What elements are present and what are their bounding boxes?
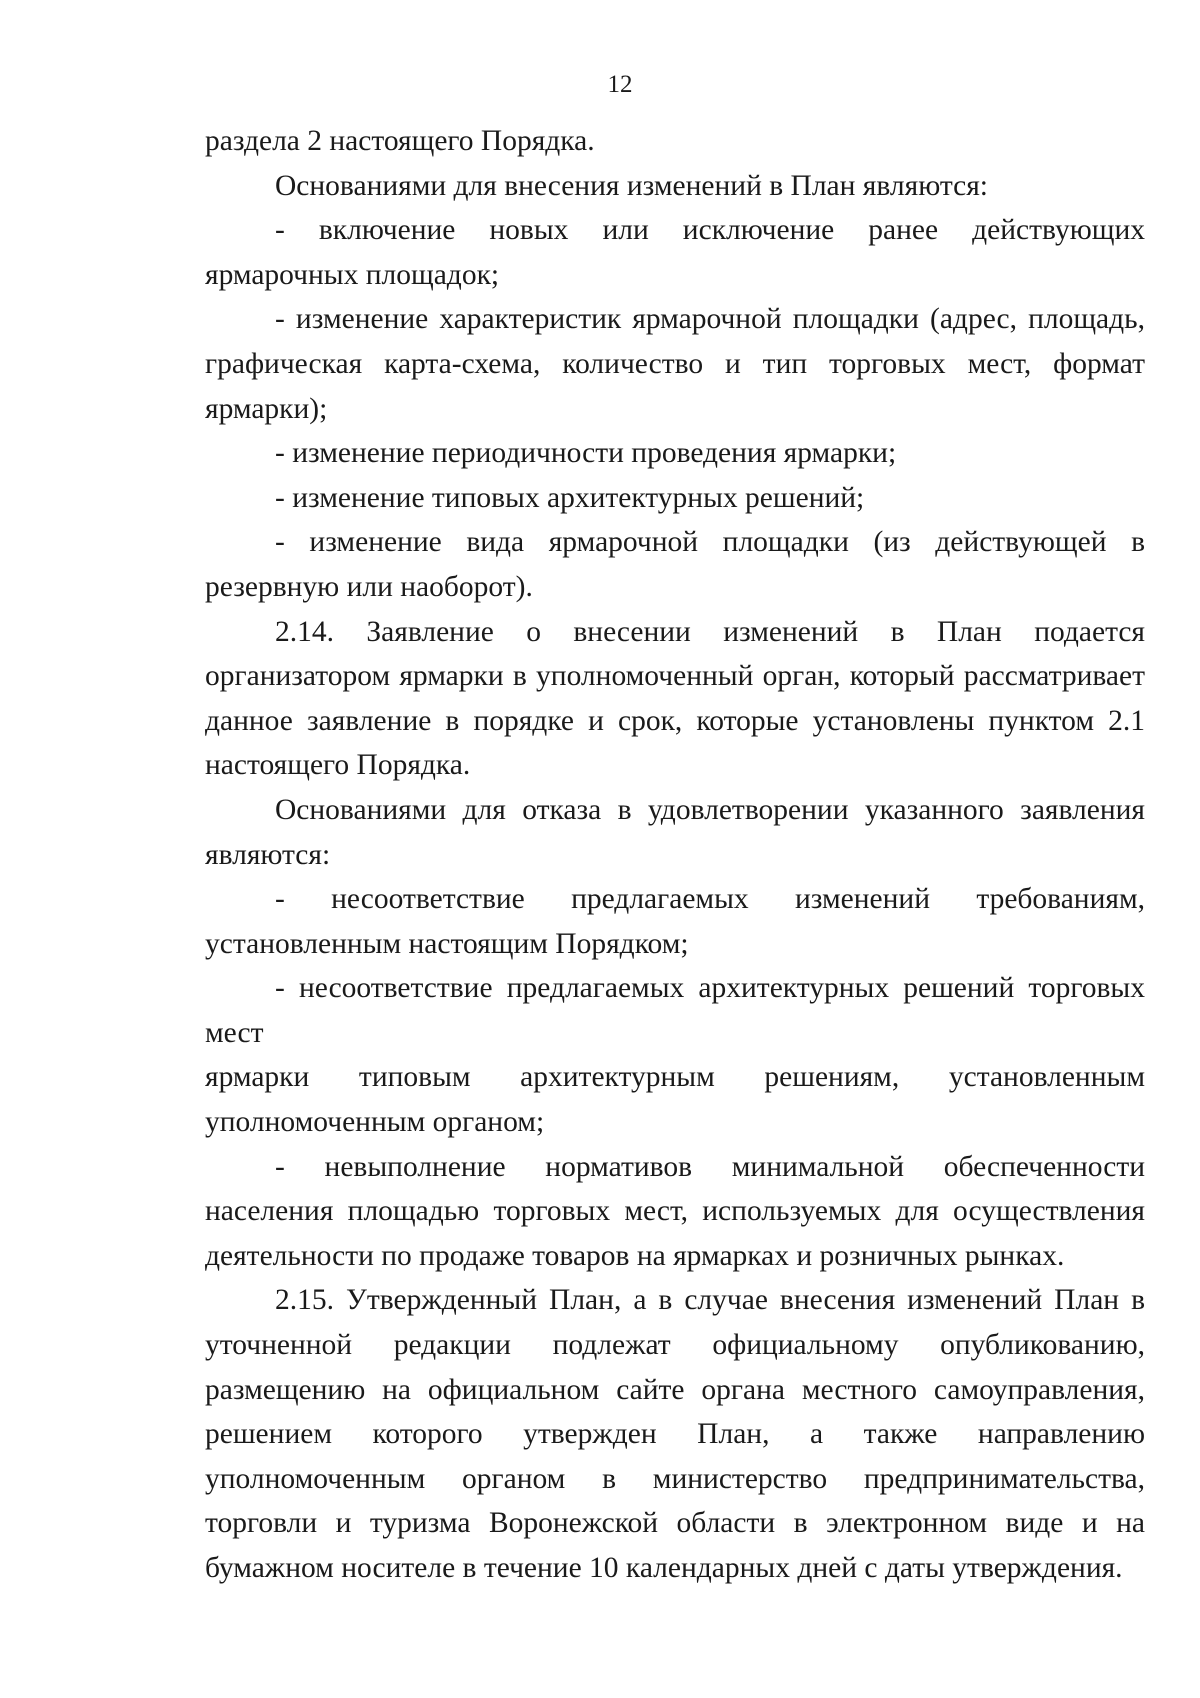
- paragraph-7: - изменение вида ярмарочной площадки (из действующей в резервную или наоборот).: [205, 526, 1145, 603]
- paragraph-10: - несоответствие предлагаемых изменений требованиям,: [275, 883, 1145, 916]
- paragraph-14: уполномоченным органом;: [205, 1106, 545, 1139]
- paragraph-2: Основаниями для внесения изменений в План являются:: [275, 169, 988, 202]
- paragraph-12: - несоответствие предлагаемых архитектурных решений торговых мест: [205, 972, 1145, 1049]
- paragraph-13: ярмарки типовым архитектурным решениям, установленным: [205, 1061, 1145, 1094]
- paragraph-9: Основаниями для отказа в удовлетворении указанного заявления являются:: [205, 793, 1145, 871]
- paragraph-16: 2.15. Утвержденный План, а в случае внесения изменений План в уточненной редакции подлежат официальному опубликованию, размещению на официальном сайте органа местного самоуправления, решением которого утвержден План, а также направлению уполномоченным органом в министерство предпринимательства, торговли и туризма Воронежской области в электронном виде и на бумажном носителе в течение 10 календарных дней с даты утверждения.: [205, 1284, 1145, 1584]
- paragraph-15: - невыполнение нормативов минимальной обеспеченности населения площадью торговых мест, используемых для осуществления деятельности по продаже товаров на ярмарках и розничных рынках.: [205, 1150, 1145, 1272]
- paragraph-8: 2.14. Заявление о внесении изменений в План подается организатором ярмарки в уполномоченный орган, который рассматривает данное заявление в порядке и срок, которые установлены пунктом 2.1 настоящего Порядка.: [205, 615, 1145, 782]
- document-body: [205, 119, 1145, 1591]
- paragraph-1: раздела 2 настоящего Порядка.: [205, 125, 595, 157]
- paragraph-11: установленным настоящим Порядком;: [205, 927, 689, 960]
- paragraph-3: - включение новых или исключение ранее действующих ярмарочных площадок;: [205, 214, 1145, 291]
- paragraph-5: - изменение периодичности проведения ярмарки;: [275, 437, 897, 470]
- page-number: 12: [607, 71, 633, 98]
- paragraph-4: - изменение характеристик ярмарочной площадки (адрес, площадь, графическая карта-схема, количество и тип торговых мест, формат ярмарки);: [205, 303, 1145, 425]
- paragraph-6: - изменение типовых архитектурных решений;: [275, 481, 865, 514]
